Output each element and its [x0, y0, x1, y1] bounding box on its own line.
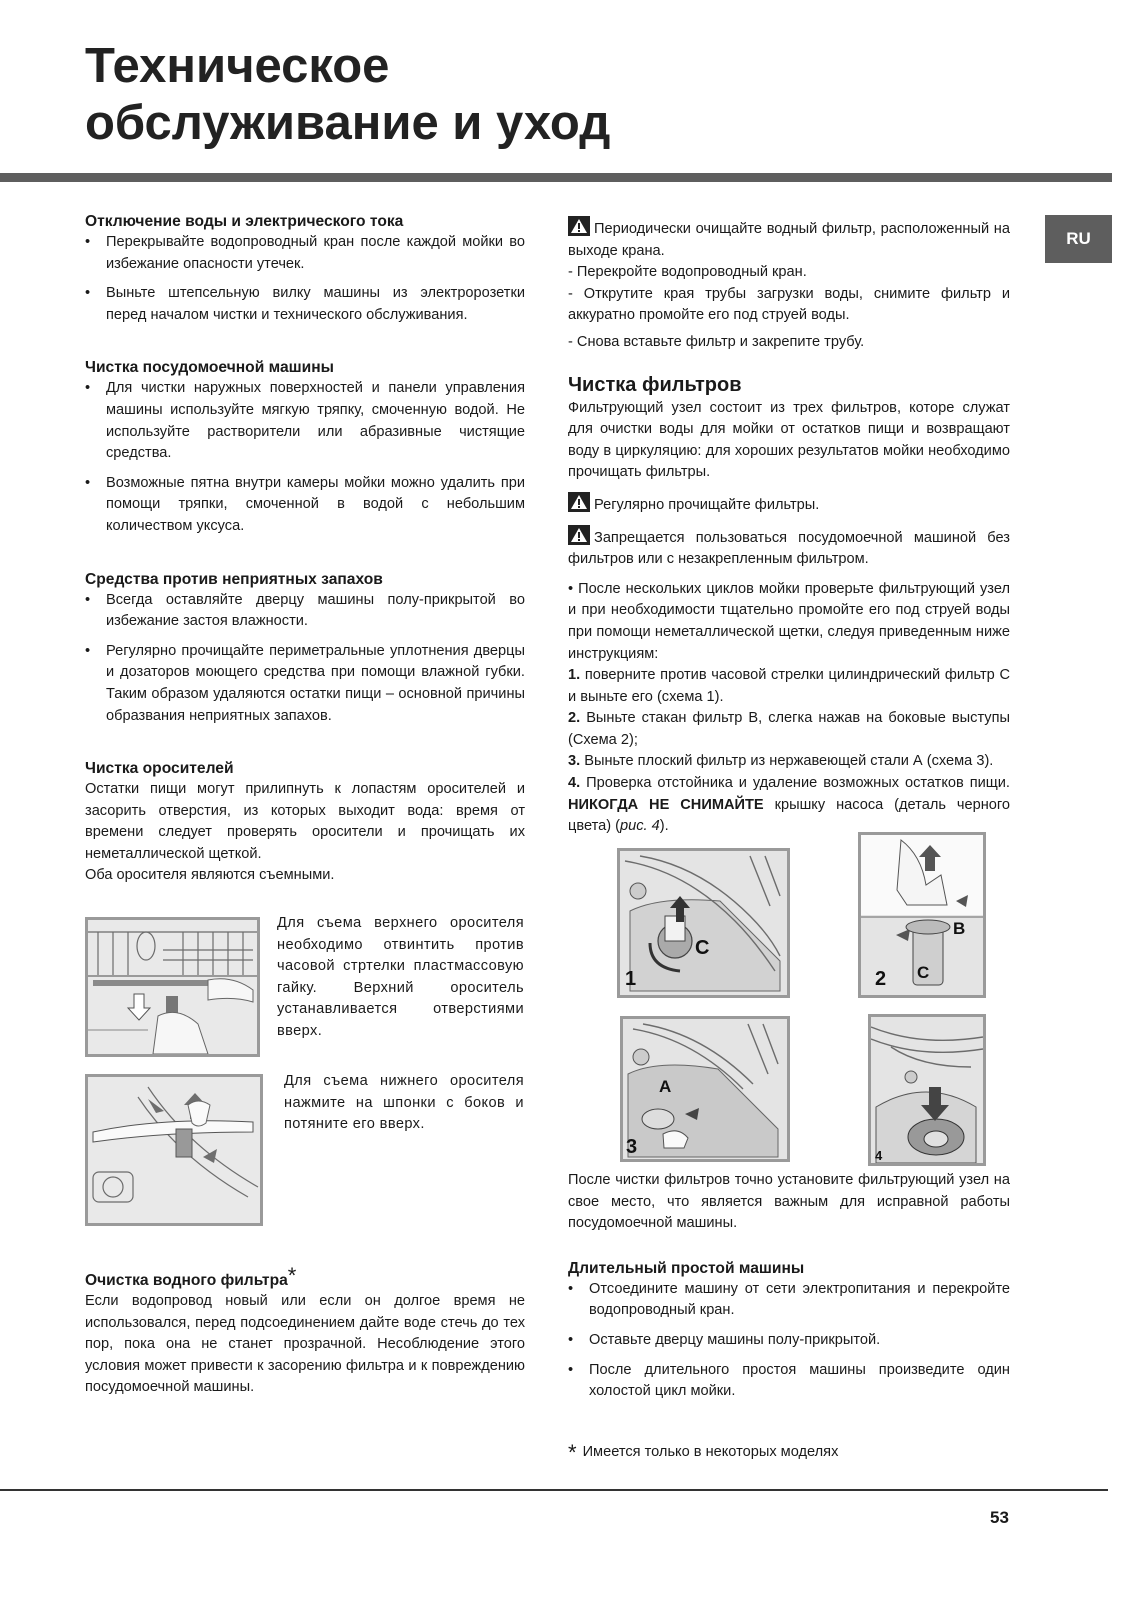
- list-item: • Перекрывайте водопроводный кран после каждой мойки во избежание опасности утечек.: [85, 232, 525, 275]
- footnote: [568, 1440, 838, 1466]
- filter-figure-3: [620, 1016, 790, 1162]
- language-tab: RU: [1045, 215, 1112, 263]
- right-column-bottom: [568, 1170, 1010, 1403]
- list-idle: [568, 1279, 1010, 1403]
- filter-step-3: 3. Выньте плоский фильтр из нержавеющей стали А (схема 3).: [568, 753, 994, 770]
- filter-figure-2: [858, 832, 986, 998]
- page-title-line-1: Техническое: [85, 39, 390, 93]
- list-cleaning: [85, 378, 525, 537]
- water-filter-section: [85, 1263, 525, 1399]
- section-title-odours: Средства против неприятных запахов: [85, 570, 383, 588]
- sump-illustration: [871, 1017, 983, 1163]
- list-item: • Выньте штепсельную вилку машины из электророзетки перед началом чистки и технического обслуживания.: [85, 283, 525, 326]
- filter-step-2: 2. Выньте стакан фильтр В, слегка нажав на боковые выступы (Схема 2);: [568, 710, 1010, 748]
- filters-instructions: • После нескольких циклов мойки проверьте фильтрующий узел и при необходимости тщательно промойте его под струей воды при помощи неметаллической щетки, следуя приведенным ниже инструкциям:: [568, 580, 1010, 662]
- section-title-spray-arms: Чистка оросителей: [85, 760, 234, 778]
- section-title-idle: Длительный простой машины: [568, 1259, 805, 1277]
- filter-step-1: 1. поверните против часовой стрелки цилиндрический фильтр С и выньте его (схема 1).: [568, 667, 1010, 705]
- footnote-text: Имеется только в некоторых моделях: [582, 1444, 839, 1460]
- figure-label-3: 3: [626, 1136, 638, 1158]
- water-filter-text: Если водопровод новый или если он долгое время не использовался, перед подсоединением дайте воде стечь до тех пор, пока она не станет прозрачной. Несоблюдение этого условия может привести к засорению фильтра и к повреждению посудомоечной машины.: [85, 1293, 525, 1396]
- filters-steps: [568, 665, 1010, 838]
- page-title-line-2: обслуживание и уход: [85, 96, 611, 150]
- list-item: • Всегда оставляйте дверцу машины полу-прикрытой во избежание застоя влажности.: [85, 590, 525, 633]
- water-filter-step-3: - Снова вставьте фильтр и закрепите трубу.: [568, 333, 865, 350]
- list-water-power: [85, 232, 525, 326]
- section-title-water-power: Отключение воды и электрического тока: [85, 213, 404, 230]
- filters-intro: Фильтрующий узел состоит из трех фильтров, которе служат для очистки воды для мойки от остатков пищи и возвращают воду в циркуляцию: для хороших результатов мойки необходимо прочищать фильтры.: [568, 399, 1010, 481]
- water-filter-step-2: - Открутите края трубы загрузки воды, снимите фильтр и аккуратно промойте его под струей воды.: [568, 285, 1010, 324]
- lower-spray-arm-text: Для съема нижнего оросителя нажмите на шпонки с боков и потяните его вверх.: [284, 1073, 524, 1133]
- filter-c-illustration: [620, 851, 787, 995]
- list-item: • Оставьте дверцу машины полу-прикрытой.: [568, 1330, 1010, 1352]
- page-title: [85, 38, 885, 152]
- part-label-c2: C: [917, 963, 930, 982]
- page-number: 53: [990, 1508, 1009, 1527]
- after-cleaning-text: После чистки фильтров точно установите фильтрующий узел на свое место, что является важным для исправной работы посудомоечной машины.: [568, 1172, 1010, 1232]
- title-rule: [0, 173, 1112, 182]
- warning-icon: [568, 525, 590, 545]
- upper-spray-arm-illustration: [88, 920, 257, 1054]
- left-column: [85, 212, 525, 887]
- footnote-asterisk: *: [287, 1263, 297, 1288]
- list-item: • Для чистки наружных поверхностей и панели управления машины используйте мягкую тряпку, смоченную водой. Не используйте растворители или абразивные чистящие средства.: [85, 378, 525, 464]
- section-title-water-filter: Очистка водного фильтра*: [85, 1263, 297, 1289]
- water-filter-step-1: - Перекройте водопроводный кран.: [568, 264, 807, 281]
- spray-arms-text-2: Оба оросителя являются съемными.: [85, 867, 335, 884]
- filter-figure-4: [868, 1014, 986, 1166]
- list-odours: [85, 590, 525, 728]
- upper-spray-arm-figure: [85, 917, 260, 1057]
- warning-water-filter: Периодически очищайте водный фильтр, расположенный на выходе крана.: [568, 216, 1010, 262]
- list-item: • После длительного простоя машины произведите один холостой цикл мойки.: [568, 1360, 1010, 1403]
- filter-step-4: 4. Проверка отстойника и удаление возможных остатков пищи. НИКОГДА НЕ СНИМАЙТЕ крышку насоса (деталь черного цвета) (рис. 4).: [568, 775, 1010, 835]
- warning-clean-filters: Регулярно прочищайте фильтры.: [568, 492, 1010, 517]
- list-item: • Возможные пятна внутри камеры мойки можно удалить при помощи тряпки, смоченной в водой с небольшим количеством уксуса.: [85, 473, 525, 538]
- upper-spray-arm-text: Для съема верхнего оросителя необходимо отвинтить против часовой стртелки пластмассовую гайку. Верхний ороситель устанавливается отверстиями вверх.: [277, 915, 524, 1039]
- filter-a-illustration: [623, 1019, 787, 1159]
- bottom-rule: [0, 1489, 1108, 1491]
- part-label-b: B: [953, 919, 966, 938]
- right-column: [568, 216, 1010, 838]
- section-title-cleaning: Чистка посудомоечной машины: [85, 359, 334, 377]
- filter-figure-1: [617, 848, 790, 998]
- spray-arms-text: Остатки пищи могут прилипнуть к лопастям оросителей и засорить отверстия, из которых выходит вода: время от времени следует проверять оросители и прочищать их неметаллической щеткой.: [85, 781, 525, 862]
- list-item: • Отсоедините машину от сети электропитания и перекройте водопроводный кран.: [568, 1279, 1010, 1322]
- section-title-filters: Чистка фильтров: [568, 373, 742, 396]
- warning-icon: [568, 492, 590, 512]
- list-item: • Регулярно прочищайте периметральные уплотнения дверцы и дозаторов моющего средства при помощи влажной губки. Таким образом удаляются остатки пищи – основной причины образвания неприятных запахов.: [85, 641, 525, 727]
- figure-label-2: 2: [875, 968, 887, 990]
- lower-spray-arm-illustration: [88, 1077, 260, 1223]
- figure-label-1: 1: [625, 968, 637, 990]
- part-label-c: C: [695, 937, 710, 959]
- lower-spray-arm-figure: [85, 1074, 263, 1226]
- footnote-mark: *: [568, 1440, 577, 1465]
- warning-no-filters: Запрещается пользоваться посудомоечной машиной без фильтров или с незакрепленным фильтром.: [568, 525, 1010, 571]
- part-label-a: A: [659, 1077, 672, 1096]
- warning-icon: [568, 216, 590, 236]
- figure-label-4: 4: [875, 1148, 883, 1163]
